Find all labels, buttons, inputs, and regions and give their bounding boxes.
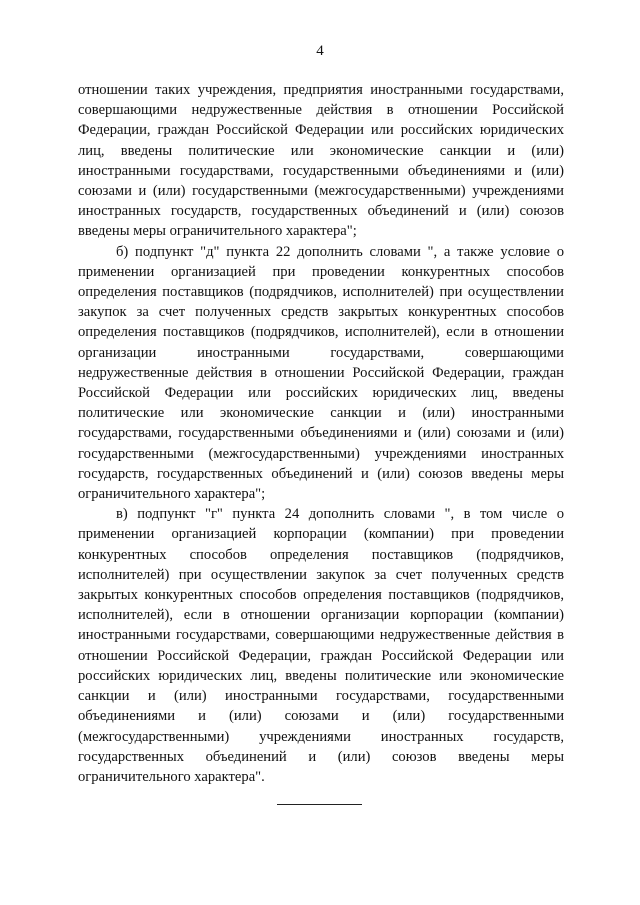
page-number: 4 xyxy=(316,43,324,59)
paragraph-continuation: отношении таких учреждения, предприятия иностранными государствами, совершающими недружественные действия в отношении Российской Федерации, граждан Российской Федерации или российских юридических лиц, введены политические или экономические санкции и (или) иностранными государствами, государственными объединениями и (или) союзами и (или) государственными (межгосударственными) учреждениями иностранных государств, государственных объединений и (или) союзов введены меры ограничительного характера"; xyxy=(78,82,564,240)
paragraph-subitem-b: б) подпункт "д" пункта 22 дополнить словами ", а также условие о применении организацией при проведении конкурентных способов определения поставщиков (подрядчиков, исполнителей) при осуществлении закупок за счет полученных средств закрытых конкурентных способов определения поставщиков (подрядчиков, исполнителей), если в отношении организации иностранными государствами, совершающими недружественные действия в отношении Российской Федерации, граждан Российской Федерации или российских юридических лиц, введены политические или экономические санкции и (или) иностранными государствами, государственными объединениями и (или) союзами и (или) государственными (межгосударственными) учреждениями иностранных государств, государственных объединений и (или) союзов введены меры ограничительного характера"; xyxy=(78,243,564,503)
document-body xyxy=(78,80,564,787)
paragraph-subitem-v: в) подпункт "г" пункта 24 дополнить словами ", в том числе о применении организацией корпорации (компании) при проведении конкурентных способов определения поставщиков (подрядчиков, исполнителей) при осуществлении закупок за счет полученных средств закрытых конкурентных способов определения поставщиков (подрядчиков, исполнителей), если в отношении организации корпорации (компании) иностранными государствами, совершающими недружественные действия в отношении Российской Федерации, граждан Российской Федерации или российских юридических лиц, введены политические или экономические санкции и (или) иностранными государствами, государственными объединениями и (или) союзами и (или) государственными (межгосударственными) учреждениями иностранных государств, государственных объединений и (или) союзов введены меры ограничительного характера". xyxy=(78,506,564,785)
end-of-text-rule xyxy=(277,804,362,805)
